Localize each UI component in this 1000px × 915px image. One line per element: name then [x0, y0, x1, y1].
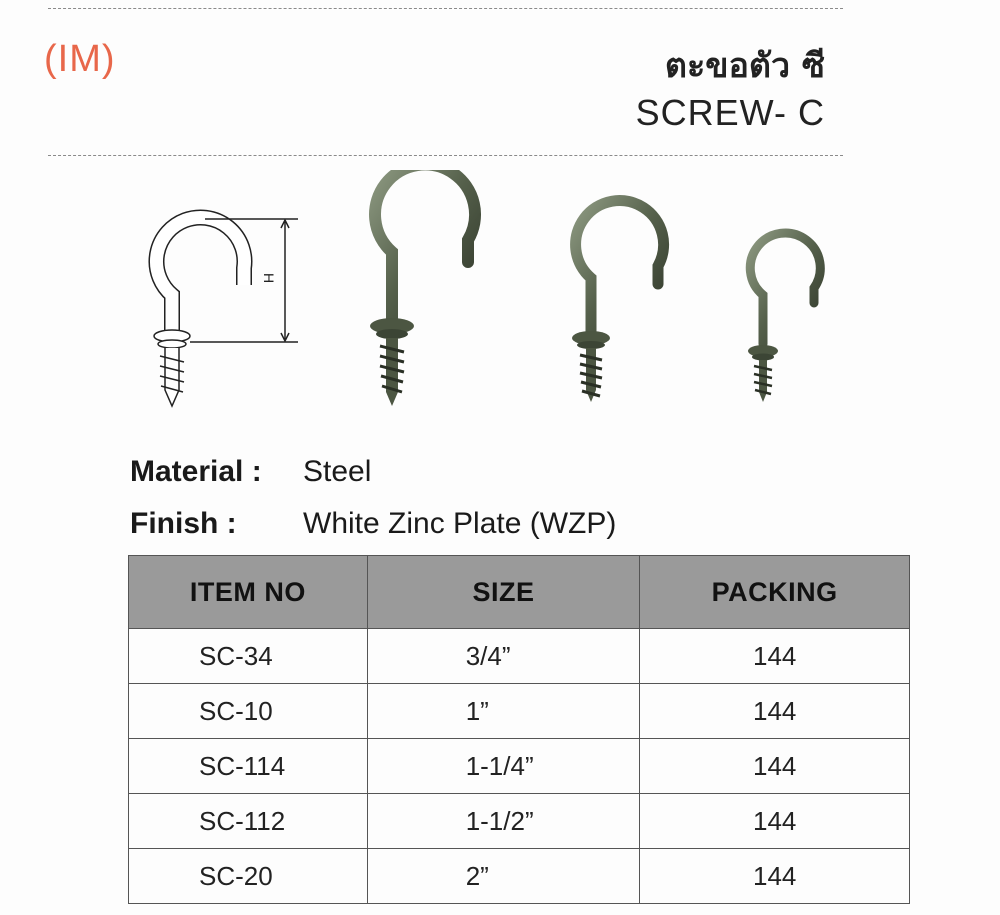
- table-row: [129, 794, 910, 849]
- table-row: [129, 739, 910, 794]
- table-row: [129, 629, 910, 684]
- packing-cell: 144: [640, 629, 910, 684]
- product-figures: [0, 170, 1000, 430]
- header-divider: [48, 155, 843, 156]
- packing-cell: 144: [640, 794, 910, 849]
- cup-hook-medium-icon: [572, 201, 664, 402]
- finish-value: White Zinc Plate (WZP): [303, 507, 617, 540]
- item-no-cell: SC-114: [129, 739, 368, 794]
- cup-hook-diagram-icon: [154, 217, 298, 406]
- packing-cell: 144: [640, 684, 910, 739]
- top-divider: [48, 8, 843, 9]
- cup-hook-large-icon: [370, 170, 475, 406]
- item-no-cell: SC-20: [129, 849, 368, 904]
- item-no-cell: SC-10: [129, 684, 368, 739]
- size-cell: 2”: [367, 849, 640, 904]
- product-table: [128, 555, 910, 904]
- finish-spec: [130, 507, 617, 541]
- item-no-cell: SC-34: [129, 629, 368, 684]
- material-spec: [130, 455, 372, 489]
- column-header-packing: PACKING: [640, 556, 910, 629]
- size-cell: 1-1/2”: [367, 794, 640, 849]
- column-header-size: SIZE: [367, 556, 640, 629]
- finish-label: Finish :: [130, 507, 237, 540]
- item-no-cell: SC-112: [129, 794, 368, 849]
- table-row: [129, 684, 910, 739]
- category-code: (IM): [44, 38, 116, 80]
- material-label: Material :: [130, 455, 262, 488]
- page-title-thai: ตะขอตัว ซี: [664, 46, 825, 86]
- table-header-row: [129, 556, 910, 629]
- packing-cell: 144: [640, 849, 910, 904]
- size-cell: 1-1/4”: [367, 739, 640, 794]
- table-row: [129, 849, 910, 904]
- dimension-label: H: [261, 273, 277, 284]
- page-title-english: SCREW- C: [635, 92, 825, 133]
- column-header-item-no: ITEM NO: [129, 556, 368, 629]
- size-cell: 1”: [367, 684, 640, 739]
- packing-cell: 144: [640, 739, 910, 794]
- cup-hook-small-icon: [748, 233, 820, 402]
- size-cell: 3/4”: [367, 629, 640, 684]
- material-value: Steel: [303, 455, 372, 488]
